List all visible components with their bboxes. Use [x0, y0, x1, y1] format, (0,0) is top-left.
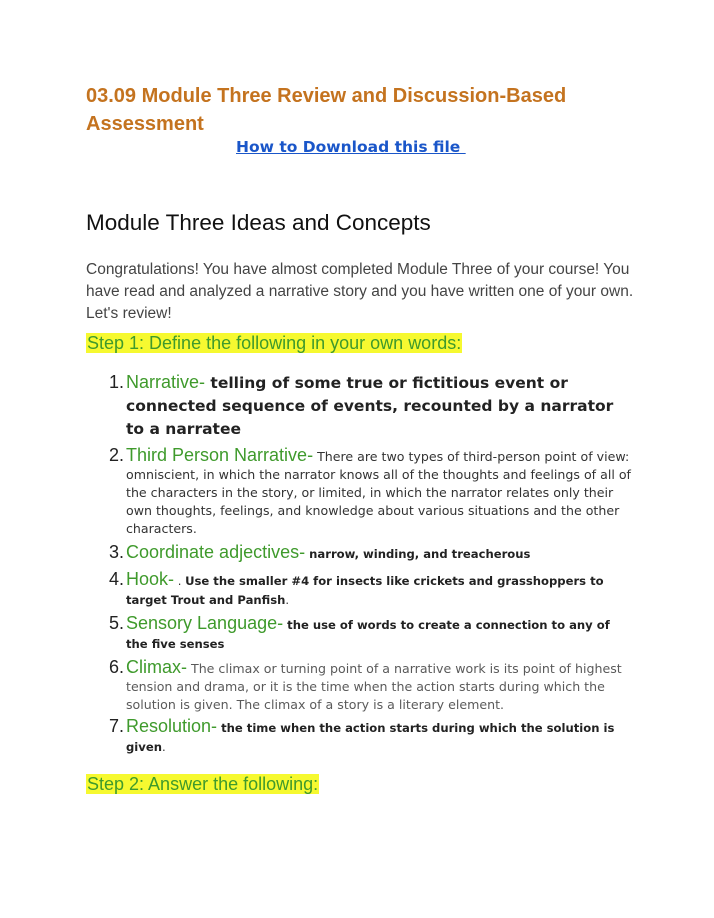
step2-heading — [86, 773, 319, 795]
term-definition: Use the smaller #4 for insects like crickets and grasshoppers to target Trout and Panfish — [126, 574, 604, 607]
list-item-number: 1. — [108, 372, 124, 392]
term-label: Third Person Narrative- — [126, 445, 314, 465]
list-item-number: 4. — [108, 569, 124, 589]
term-label: Resolution- — [126, 716, 218, 736]
step1-highlight-text: Step 1: Define the following in your own words: — [87, 333, 462, 353]
list-item-content — [126, 715, 632, 756]
list-item-number: 5. — [108, 613, 124, 633]
term-definition: the time when the action starts during which the solution is given — [126, 721, 615, 754]
term-definition-suffix: . — [161, 739, 166, 754]
list-item-content — [126, 656, 632, 714]
term-definition-prefix: . — [174, 574, 186, 588]
term-definition: The climax or turning point of a narrative work is its point of highest tension and drama, or it is the time when the action starts during which the solution is given. The climax of a story is a literary element. — [126, 661, 622, 712]
list-item-content — [126, 541, 632, 564]
list-item-number: 3. — [108, 542, 124, 562]
section-heading: Module Three Ideas and Concepts — [86, 210, 431, 235]
term-label: Coordinate adjectives- — [126, 542, 306, 562]
term-definition: telling of some true or fictitious event or connected sequence of events, recounted by a narrator to a narratee — [126, 374, 614, 438]
term-label: Narrative- — [126, 372, 206, 392]
term-definition-suffix: . — [285, 592, 290, 607]
list-item-number: 6. — [108, 657, 124, 677]
list-item-number: 2. — [108, 445, 124, 465]
term-definition: the use of words to create a connection to any of the five senses — [126, 618, 610, 651]
document-title: 03.09 Module Three Review and Discussion-Based Assessment — [86, 85, 567, 135]
term-label: Hook- — [126, 569, 175, 589]
download-file-link[interactable]: How to Download this file — [236, 138, 466, 156]
intro-paragraph: Congratulations! You have almost completed Module Three of your course! You have read and analyzed a narrative story and you have written one of your own. Let's review! — [86, 261, 634, 322]
list-item-content — [126, 371, 632, 441]
term-definition: narrow, winding, and treacherous — [305, 547, 531, 561]
list-item-content — [126, 568, 632, 609]
list-item-content — [126, 444, 632, 538]
term-label: Climax- — [126, 657, 187, 677]
step1-heading — [86, 332, 462, 354]
step2-highlight-text: Step 2: Answer the following: — [87, 774, 319, 794]
term-definition: There are two types of third-person point of view: omniscient, in which the narrator knows all of the thoughts and feelings of all of the characters in the story, or limited, in which the narrator relates only their own thoughts, feelings, and knowledge about various situations and the other characters. — [126, 449, 631, 536]
term-label: Sensory Language- — [126, 613, 284, 633]
list-item-content — [126, 612, 632, 653]
list-item-number: 7. — [108, 716, 124, 736]
